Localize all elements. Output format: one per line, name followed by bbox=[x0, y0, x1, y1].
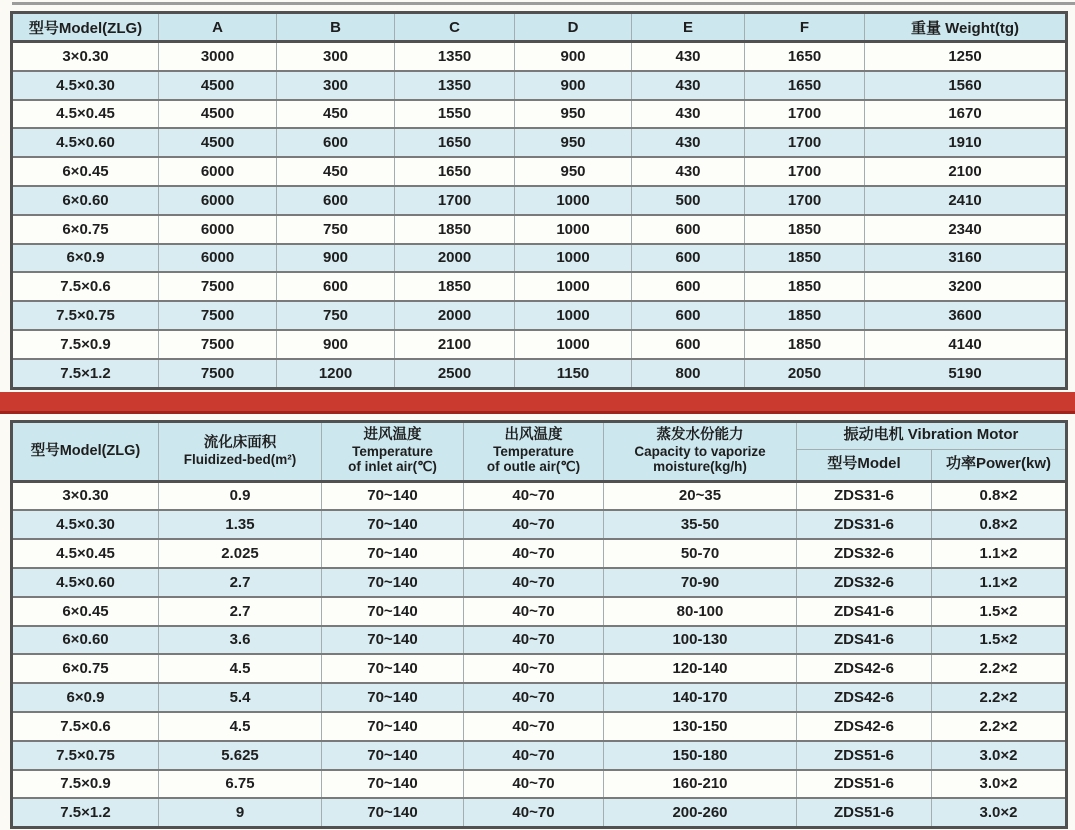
value-cell: 70~140 bbox=[322, 770, 464, 799]
value-cell: 600 bbox=[632, 330, 745, 359]
value-cell: 1850 bbox=[395, 272, 515, 301]
column-header-c: C bbox=[395, 13, 515, 42]
column-header-fluidized-bed: 流化床面积 Fluidized-bed(m²) bbox=[159, 421, 322, 481]
column-header-model bbox=[12, 421, 159, 481]
value-cell: 1650 bbox=[745, 42, 865, 71]
value-cell: 130-150 bbox=[604, 712, 797, 741]
value-cell: 750 bbox=[277, 301, 395, 330]
value-cell: 2100 bbox=[395, 330, 515, 359]
value-cell: 40~70 bbox=[464, 626, 604, 655]
value-cell: 1.5×2 bbox=[932, 626, 1067, 655]
value-cell: ZDS42-6 bbox=[797, 712, 932, 741]
value-cell: 6000 bbox=[159, 244, 277, 273]
value-cell: 2.2×2 bbox=[932, 683, 1067, 712]
model-cell: 4.5×0.30 bbox=[12, 71, 159, 100]
model-cell: 7.5×0.75 bbox=[12, 741, 159, 770]
value-cell: 3.6 bbox=[159, 626, 322, 655]
value-cell: 3000 bbox=[159, 42, 277, 71]
value-cell: 4500 bbox=[159, 71, 277, 100]
value-cell: 1700 bbox=[745, 128, 865, 157]
value-cell: 40~70 bbox=[464, 539, 604, 568]
value-cell: 950 bbox=[515, 157, 632, 186]
value-cell: 900 bbox=[277, 330, 395, 359]
value-cell: 150-180 bbox=[604, 741, 797, 770]
model-cell: 7.5×0.75 bbox=[12, 301, 159, 330]
value-cell: ZDS31-6 bbox=[797, 481, 932, 510]
value-cell: 70~140 bbox=[322, 626, 464, 655]
value-cell: 70~140 bbox=[322, 481, 464, 510]
column-header-f: F bbox=[745, 13, 865, 42]
column-header-weight: 重量 Weight(tg) bbox=[865, 13, 1067, 42]
column-header-b: B bbox=[277, 13, 395, 42]
value-cell: 9 bbox=[159, 798, 322, 827]
value-cell: 900 bbox=[515, 71, 632, 100]
value-cell: 70~140 bbox=[322, 683, 464, 712]
column-header-vaporize-capacity: 蒸发水份能力 Capacity to vaporize moisture(kg/h) bbox=[604, 421, 797, 481]
value-cell: 40~70 bbox=[464, 798, 604, 827]
table-row bbox=[12, 712, 1067, 741]
value-cell: 35-50 bbox=[604, 510, 797, 539]
value-cell: 5.625 bbox=[159, 741, 322, 770]
model-header-label: 型号Model(ZLG) bbox=[30, 442, 141, 459]
value-cell: 1700 bbox=[395, 186, 515, 215]
value-cell: 70~140 bbox=[322, 539, 464, 568]
table-row bbox=[12, 770, 1067, 799]
value-cell: 2100 bbox=[865, 157, 1067, 186]
value-cell: 600 bbox=[277, 128, 395, 157]
value-cell: 40~70 bbox=[464, 481, 604, 510]
value-cell: ZDS42-6 bbox=[797, 683, 932, 712]
value-cell: 1670 bbox=[865, 100, 1067, 129]
table-row bbox=[12, 71, 1067, 100]
model-cell: 7.5×0.6 bbox=[12, 272, 159, 301]
model-cell: 6×0.75 bbox=[12, 654, 159, 683]
value-cell: 1910 bbox=[865, 128, 1067, 157]
value-cell: 450 bbox=[277, 100, 395, 129]
table-row bbox=[12, 186, 1067, 215]
value-cell: 2000 bbox=[395, 244, 515, 273]
value-cell: 100-130 bbox=[604, 626, 797, 655]
value-cell: 6000 bbox=[159, 186, 277, 215]
value-cell: 1550 bbox=[395, 100, 515, 129]
value-cell: 600 bbox=[632, 244, 745, 273]
vibration-motor-group-header: 振动电机 Vibration Motor bbox=[797, 421, 1067, 449]
value-cell: 900 bbox=[515, 42, 632, 71]
value-cell: 1650 bbox=[395, 157, 515, 186]
value-cell: 6000 bbox=[159, 215, 277, 244]
value-cell: 300 bbox=[277, 42, 395, 71]
value-cell: 70~140 bbox=[322, 597, 464, 626]
value-cell: 3160 bbox=[865, 244, 1067, 273]
value-cell: 20~35 bbox=[604, 481, 797, 510]
value-cell: 7500 bbox=[159, 330, 277, 359]
value-cell: ZDS32-6 bbox=[797, 539, 932, 568]
value-cell: 1000 bbox=[515, 244, 632, 273]
value-cell: 950 bbox=[515, 128, 632, 157]
value-cell: 430 bbox=[632, 100, 745, 129]
value-cell: 40~70 bbox=[464, 597, 604, 626]
value-cell: 600 bbox=[632, 301, 745, 330]
model-cell: 6×0.9 bbox=[12, 244, 159, 273]
value-cell: 70~140 bbox=[322, 798, 464, 827]
value-cell: 1650 bbox=[395, 128, 515, 157]
value-cell: ZDS51-6 bbox=[797, 798, 932, 827]
value-cell: ZDS31-6 bbox=[797, 510, 932, 539]
value-cell: 1000 bbox=[515, 301, 632, 330]
value-cell: 1850 bbox=[745, 272, 865, 301]
value-cell: 1850 bbox=[745, 215, 865, 244]
model-cell: 4.5×0.45 bbox=[12, 539, 159, 568]
value-cell: 1700 bbox=[745, 157, 865, 186]
value-cell: 1700 bbox=[745, 100, 865, 129]
value-cell: 4140 bbox=[865, 330, 1067, 359]
table-row bbox=[12, 741, 1067, 770]
page-top-rule bbox=[12, 2, 1075, 5]
value-cell: 600 bbox=[632, 215, 745, 244]
value-cell: 430 bbox=[632, 128, 745, 157]
column-header-a: A bbox=[159, 13, 277, 42]
value-cell: ZDS41-6 bbox=[797, 597, 932, 626]
model-cell: 6×0.45 bbox=[12, 597, 159, 626]
table-row bbox=[12, 42, 1067, 71]
value-cell: 1150 bbox=[515, 359, 632, 388]
column-header-vibration-power: 功率Power(kw) bbox=[932, 449, 1067, 481]
value-cell: 2500 bbox=[395, 359, 515, 388]
value-cell: 800 bbox=[632, 359, 745, 388]
value-cell: 40~70 bbox=[464, 510, 604, 539]
value-cell: 600 bbox=[277, 186, 395, 215]
value-cell: 7500 bbox=[159, 301, 277, 330]
value-cell: 4.5 bbox=[159, 712, 322, 741]
column-header-outlet-temperature: 出风温度 Temperature of outle air(℃) bbox=[464, 421, 604, 481]
value-cell: 1000 bbox=[515, 272, 632, 301]
value-cell: 1850 bbox=[395, 215, 515, 244]
model-cell: 6×0.60 bbox=[12, 626, 159, 655]
red-divider-bar bbox=[0, 392, 1075, 414]
value-cell: 2000 bbox=[395, 301, 515, 330]
value-cell: 2340 bbox=[865, 215, 1067, 244]
model-cell: 3×0.30 bbox=[12, 42, 159, 71]
value-cell: 430 bbox=[632, 42, 745, 71]
value-cell: 40~70 bbox=[464, 683, 604, 712]
value-cell: 70~140 bbox=[322, 712, 464, 741]
value-cell: 40~70 bbox=[464, 770, 604, 799]
spec-table-header-row-1 bbox=[12, 421, 1067, 449]
table-row bbox=[12, 244, 1067, 273]
value-cell: 3200 bbox=[865, 272, 1067, 301]
table-row bbox=[12, 157, 1067, 186]
value-cell: 0.9 bbox=[159, 481, 322, 510]
column-header-model: 型号Model(ZLG) bbox=[12, 13, 159, 42]
value-cell: 450 bbox=[277, 157, 395, 186]
value-cell: 750 bbox=[277, 215, 395, 244]
model-cell: 7.5×0.9 bbox=[12, 770, 159, 799]
model-cell: 4.5×0.60 bbox=[12, 568, 159, 597]
value-cell: 1.1×2 bbox=[932, 539, 1067, 568]
value-cell: 1850 bbox=[745, 330, 865, 359]
value-cell: 1850 bbox=[745, 244, 865, 273]
value-cell: 1560 bbox=[865, 71, 1067, 100]
value-cell: 950 bbox=[515, 100, 632, 129]
value-cell: 1200 bbox=[277, 359, 395, 388]
value-cell: 300 bbox=[277, 71, 395, 100]
table-row bbox=[12, 798, 1067, 827]
value-cell: 40~70 bbox=[464, 654, 604, 683]
value-cell: 2.2×2 bbox=[932, 654, 1067, 683]
value-cell: 160-210 bbox=[604, 770, 797, 799]
value-cell: 120-140 bbox=[604, 654, 797, 683]
table-row bbox=[12, 128, 1067, 157]
value-cell: 7500 bbox=[159, 272, 277, 301]
table-row bbox=[12, 597, 1067, 626]
value-cell: 7500 bbox=[159, 359, 277, 388]
value-cell: 1350 bbox=[395, 42, 515, 71]
value-cell: 3600 bbox=[865, 301, 1067, 330]
value-cell: 5190 bbox=[865, 359, 1067, 388]
table-row bbox=[12, 510, 1067, 539]
value-cell: 1000 bbox=[515, 330, 632, 359]
value-cell: 500 bbox=[632, 186, 745, 215]
value-cell: 70~140 bbox=[322, 568, 464, 597]
value-cell: 140-170 bbox=[604, 683, 797, 712]
value-cell: 1.5×2 bbox=[932, 597, 1067, 626]
value-cell: 1700 bbox=[745, 186, 865, 215]
table-row bbox=[12, 359, 1067, 388]
value-cell: 50-70 bbox=[604, 539, 797, 568]
column-header-d: D bbox=[515, 13, 632, 42]
value-cell: 40~70 bbox=[464, 741, 604, 770]
value-cell: ZDS42-6 bbox=[797, 654, 932, 683]
value-cell: 1.1×2 bbox=[932, 568, 1067, 597]
value-cell: 1350 bbox=[395, 71, 515, 100]
model-cell: 6×0.75 bbox=[12, 215, 159, 244]
model-cell: 7.5×0.9 bbox=[12, 330, 159, 359]
table-row bbox=[12, 272, 1067, 301]
value-cell: 2.7 bbox=[159, 597, 322, 626]
value-cell: 4500 bbox=[159, 128, 277, 157]
table-row bbox=[12, 330, 1067, 359]
model-cell: 4.5×0.45 bbox=[12, 100, 159, 129]
model-cell: 6×0.9 bbox=[12, 683, 159, 712]
value-cell: 2050 bbox=[745, 359, 865, 388]
value-cell: 1000 bbox=[515, 215, 632, 244]
value-cell: 70-90 bbox=[604, 568, 797, 597]
model-cell: 6×0.45 bbox=[12, 157, 159, 186]
value-cell: ZDS51-6 bbox=[797, 741, 932, 770]
value-cell: 2410 bbox=[865, 186, 1067, 215]
value-cell: 1250 bbox=[865, 42, 1067, 71]
value-cell: 1.35 bbox=[159, 510, 322, 539]
value-cell: 6.75 bbox=[159, 770, 322, 799]
value-cell: 600 bbox=[632, 272, 745, 301]
value-cell: 0.8×2 bbox=[932, 510, 1067, 539]
table-row bbox=[12, 481, 1067, 510]
value-cell: ZDS32-6 bbox=[797, 568, 932, 597]
value-cell: 430 bbox=[632, 157, 745, 186]
value-cell: 1000 bbox=[515, 186, 632, 215]
column-header-inlet-temperature: 进风温度 Temperature of inlet air(℃) bbox=[322, 421, 464, 481]
table-row bbox=[12, 301, 1067, 330]
table-row bbox=[12, 683, 1067, 712]
value-cell: 40~70 bbox=[464, 712, 604, 741]
model-cell: 7.5×1.2 bbox=[12, 798, 159, 827]
value-cell: 70~140 bbox=[322, 741, 464, 770]
table-row bbox=[12, 539, 1067, 568]
value-cell: 3.0×2 bbox=[932, 741, 1067, 770]
model-cell: 3×0.30 bbox=[12, 481, 159, 510]
value-cell: 2.025 bbox=[159, 539, 322, 568]
value-cell: 1650 bbox=[745, 71, 865, 100]
spec-table bbox=[10, 420, 1068, 830]
value-cell: 80-100 bbox=[604, 597, 797, 626]
value-cell: 2.2×2 bbox=[932, 712, 1067, 741]
value-cell: 3.0×2 bbox=[932, 770, 1067, 799]
value-cell: 600 bbox=[277, 272, 395, 301]
value-cell: 40~70 bbox=[464, 568, 604, 597]
dimension-table-header-row bbox=[12, 13, 1067, 42]
value-cell: 70~140 bbox=[322, 510, 464, 539]
model-cell: 6×0.60 bbox=[12, 186, 159, 215]
value-cell: 900 bbox=[277, 244, 395, 273]
value-cell: 430 bbox=[632, 71, 745, 100]
value-cell: 5.4 bbox=[159, 683, 322, 712]
dimension-table bbox=[10, 11, 1068, 390]
table-row bbox=[12, 215, 1067, 244]
value-cell: 70~140 bbox=[322, 654, 464, 683]
value-cell: ZDS41-6 bbox=[797, 626, 932, 655]
value-cell: 1850 bbox=[745, 301, 865, 330]
model-cell: 7.5×0.6 bbox=[12, 712, 159, 741]
value-cell: 200-260 bbox=[604, 798, 797, 827]
table-row bbox=[12, 654, 1067, 683]
value-cell: ZDS51-6 bbox=[797, 770, 932, 799]
value-cell: 0.8×2 bbox=[932, 481, 1067, 510]
column-header-vibration-model: 型号Model bbox=[797, 449, 932, 481]
table-row bbox=[12, 626, 1067, 655]
model-cell: 4.5×0.60 bbox=[12, 128, 159, 157]
value-cell: 4.5 bbox=[159, 654, 322, 683]
value-cell: 6000 bbox=[159, 157, 277, 186]
value-cell: 4500 bbox=[159, 100, 277, 129]
column-header-e: E bbox=[632, 13, 745, 42]
model-cell: 4.5×0.30 bbox=[12, 510, 159, 539]
model-cell: 7.5×1.2 bbox=[12, 359, 159, 388]
value-cell: 2.7 bbox=[159, 568, 322, 597]
table-row bbox=[12, 100, 1067, 129]
table-row bbox=[12, 568, 1067, 597]
value-cell: 3.0×2 bbox=[932, 798, 1067, 827]
